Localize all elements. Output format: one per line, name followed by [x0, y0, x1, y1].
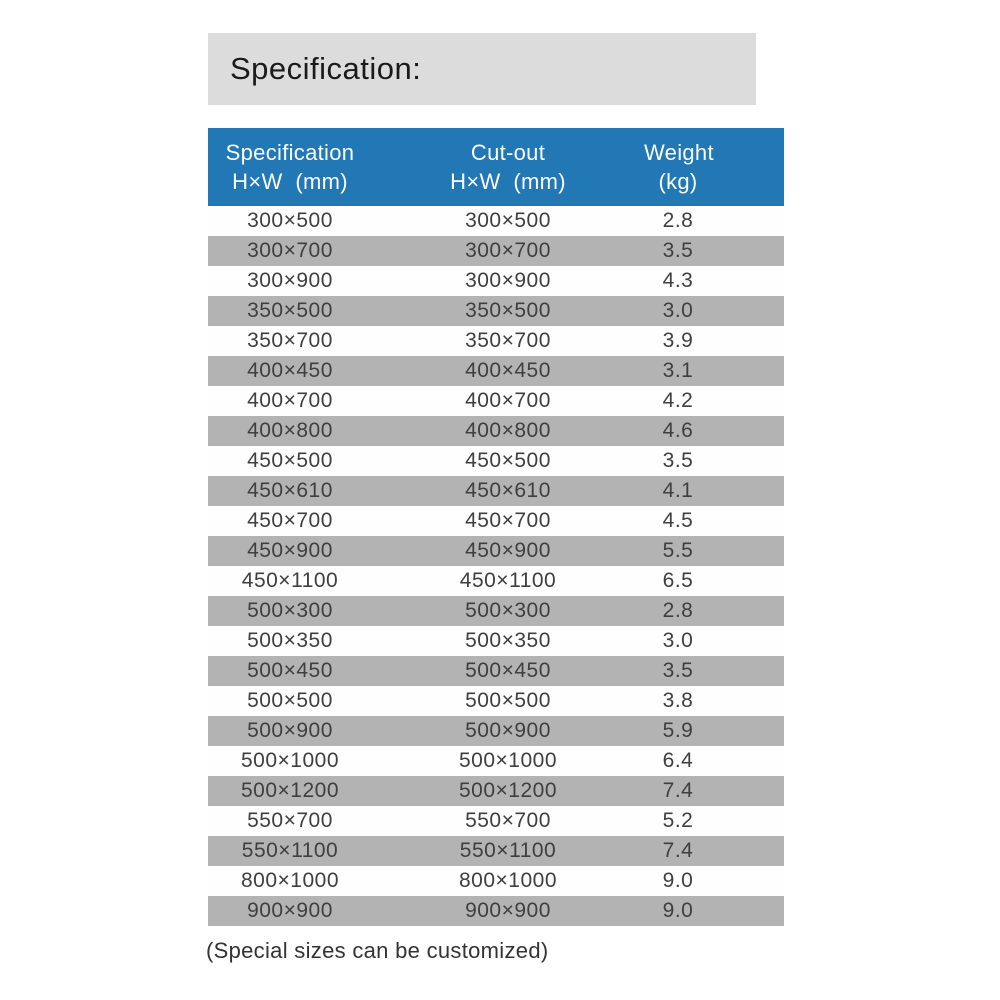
cell-weight: 4.6: [662, 419, 694, 442]
cell-cutout: 500×350: [465, 629, 551, 652]
cell-specification: 500×350: [247, 629, 333, 652]
cell-specification: 450×500: [247, 449, 333, 472]
cell-cutout: 450×1100: [459, 569, 557, 592]
cell-weight: 4.2: [662, 389, 694, 412]
spec-table: [208, 128, 784, 926]
cell-specification: 900×900: [247, 899, 333, 922]
cell-weight: 3.0: [662, 299, 694, 322]
cell-cutout: 300×900: [465, 269, 551, 292]
table-row: [208, 416, 784, 446]
cell-cutout: 450×610: [465, 479, 551, 502]
cell-cutout: 900×900: [465, 899, 551, 922]
table-row: [208, 296, 784, 326]
cell-weight: 5.2: [662, 809, 694, 832]
cell-specification: 450×900: [247, 539, 333, 562]
table-row: [208, 806, 784, 836]
section-title-banner: [208, 33, 756, 105]
table-row: [208, 716, 784, 746]
cell-cutout: 300×700: [465, 239, 551, 262]
cell-specification: 400×800: [247, 419, 333, 442]
footer-note: (Special sizes can be customized): [206, 938, 549, 963]
page-title: Specification:: [230, 51, 422, 86]
cell-weight: 3.1: [662, 359, 694, 382]
cell-specification: 550×1100: [241, 839, 339, 862]
table-row: [208, 896, 784, 926]
table-row: [208, 656, 784, 686]
cell-cutout: 800×1000: [458, 869, 558, 892]
table-row: [208, 626, 784, 656]
col-header-specification: [208, 138, 372, 196]
cell-weight: 6.4: [662, 749, 694, 772]
cell-specification: 800×1000: [240, 869, 340, 892]
cell-cutout: 500×1200: [458, 779, 558, 802]
cell-cutout: 450×700: [465, 509, 551, 532]
table-row: [208, 836, 784, 866]
cell-cutout: 350×700: [465, 329, 551, 352]
cell-specification: 300×700: [247, 239, 333, 262]
cell-cutout: 400×450: [465, 359, 551, 382]
cell-weight: 7.4: [662, 779, 694, 802]
table-row: [208, 206, 784, 236]
cell-cutout: 450×900: [465, 539, 551, 562]
table-row: [208, 266, 784, 296]
cell-weight: 2.8: [662, 599, 694, 622]
col-header-weight: [644, 138, 784, 196]
cell-weight: 4.1: [662, 479, 694, 502]
cell-cutout: 450×500: [465, 449, 551, 472]
table-row: [208, 566, 784, 596]
cell-weight: 5.5: [662, 539, 694, 562]
cell-weight: 3.9: [662, 329, 694, 352]
cell-cutout: 550×1100: [459, 839, 557, 862]
cell-weight: 3.5: [662, 449, 694, 472]
cell-specification: 300×500: [247, 209, 333, 232]
cell-specification: 450×610: [247, 479, 333, 502]
cell-weight: 9.0: [662, 899, 694, 922]
cell-specification: 400×700: [247, 389, 333, 412]
table-row: [208, 686, 784, 716]
table-header-row: [208, 128, 784, 206]
table-row: [208, 746, 784, 776]
cell-specification: 500×300: [247, 599, 333, 622]
cell-specification: 500×450: [247, 659, 333, 682]
col-header-specification-line2: H×W (mm): [232, 169, 348, 194]
cell-cutout: 500×300: [465, 599, 551, 622]
cell-cutout: 500×500: [465, 689, 551, 712]
cell-specification: 450×700: [247, 509, 333, 532]
table-body: [208, 206, 784, 926]
col-header-cutout: [372, 138, 644, 196]
cell-weight: 5.9: [662, 719, 694, 742]
cell-weight: 7.4: [662, 839, 694, 862]
cell-cutout: 350×500: [465, 299, 551, 322]
table-row: [208, 326, 784, 356]
cell-weight: 3.5: [662, 659, 694, 682]
table-row: [208, 356, 784, 386]
table-row: [208, 236, 784, 266]
cell-weight: 4.3: [662, 269, 694, 292]
table-row: [208, 776, 784, 806]
cell-specification: 500×900: [247, 719, 333, 742]
cell-cutout: 500×1000: [458, 749, 558, 772]
cell-weight: 3.8: [662, 689, 694, 712]
cell-specification: 500×500: [247, 689, 333, 712]
table-row: [208, 596, 784, 626]
cell-cutout: 500×900: [465, 719, 551, 742]
cell-weight: 3.5: [662, 239, 694, 262]
cell-weight: 6.5: [662, 569, 694, 592]
cell-cutout: 550×700: [465, 809, 551, 832]
cell-cutout: 400×800: [465, 419, 551, 442]
cell-specification: 500×1200: [240, 779, 340, 802]
cell-weight: 9.0: [662, 869, 694, 892]
table-row: [208, 476, 784, 506]
col-header-weight-line1: Weight: [644, 140, 714, 165]
cell-specification: 300×900: [247, 269, 333, 292]
cell-specification: 350×500: [247, 299, 333, 322]
table-row: [208, 386, 784, 416]
table-row: [208, 446, 784, 476]
cell-cutout: 400×700: [465, 389, 551, 412]
cell-specification: 450×1100: [241, 569, 339, 592]
col-header-cutout-line2: H×W (mm): [450, 169, 566, 194]
col-header-weight-line2: (kg): [658, 169, 698, 194]
cell-weight: 4.5: [662, 509, 694, 532]
cell-weight: 2.8: [662, 209, 694, 232]
col-header-specification-line1: Specification: [225, 140, 355, 165]
cell-cutout: 300×500: [465, 209, 551, 232]
cell-specification: 550×700: [247, 809, 333, 832]
cell-cutout: 500×450: [465, 659, 551, 682]
table-row: [208, 506, 784, 536]
table-row: [208, 536, 784, 566]
table-row: [208, 866, 784, 896]
cell-weight: 3.0: [662, 629, 694, 652]
cell-specification: 400×450: [247, 359, 333, 382]
cell-specification: 500×1000: [240, 749, 340, 772]
cell-specification: 350×700: [247, 329, 333, 352]
col-header-cutout-line1: Cut-out: [470, 140, 546, 165]
